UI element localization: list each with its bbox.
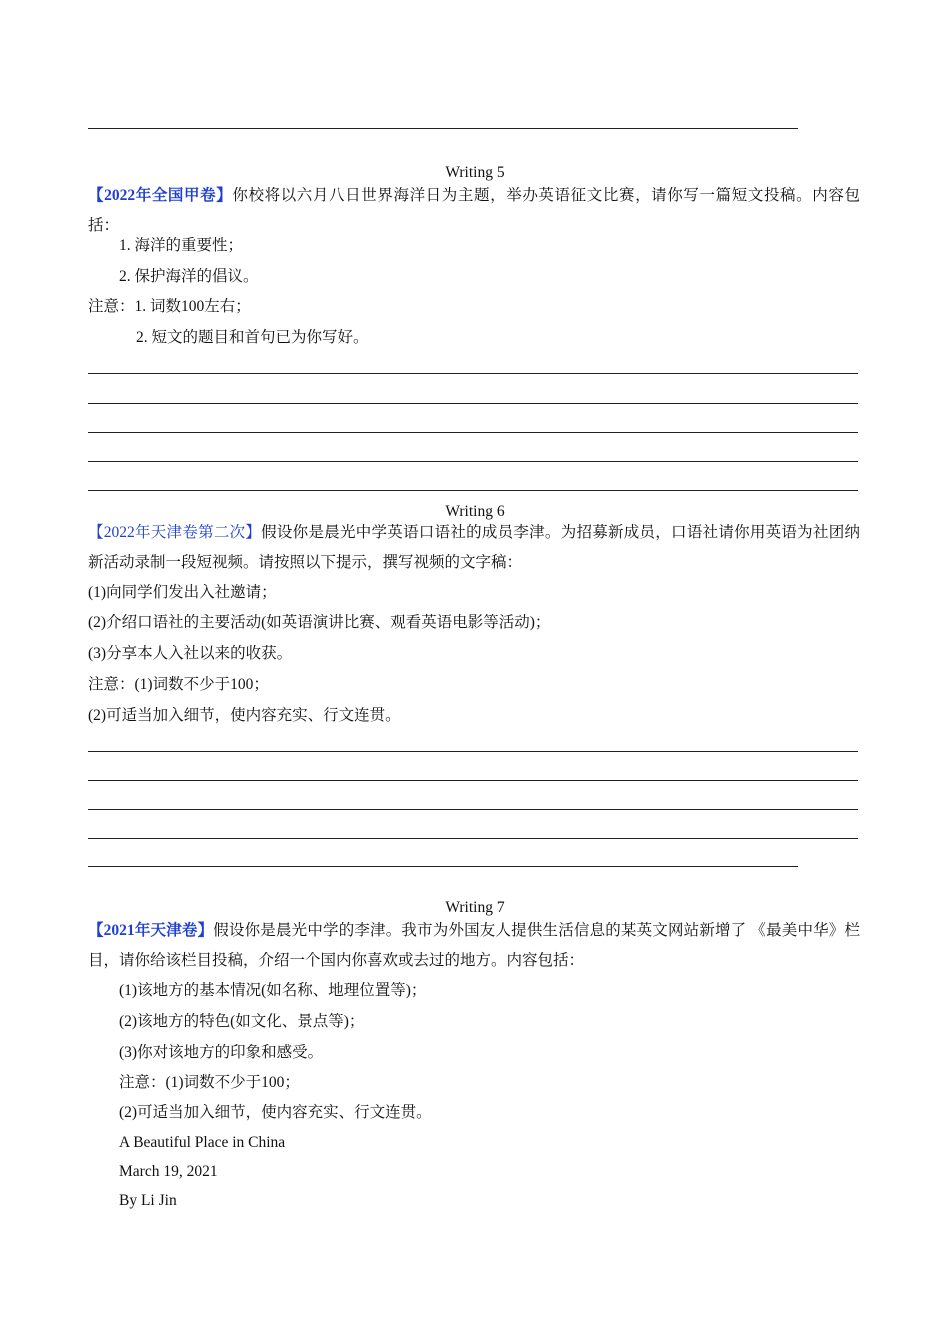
writing-7-title: Writing 7 xyxy=(445,899,505,916)
writing-6-item-2: (2)介绍口语社的主要活动(如英语演讲比赛、观看英语电影等活动)； xyxy=(88,614,551,631)
writing-7-prompt xyxy=(88,916,860,976)
writing-7-source: 【2021年天津卷】 xyxy=(88,922,214,939)
answer-line xyxy=(88,128,798,129)
answer-line xyxy=(88,866,798,867)
writing-6-prompt xyxy=(88,518,860,578)
writing-5-prompt-text: 你校将以六月八日世界海洋日为主题，举办英语征文比赛，请你写一篇短文投稿。内容包括： xyxy=(88,187,860,234)
answer-line xyxy=(88,432,858,433)
writing-6-source: 【2022年天津卷第二次】 xyxy=(88,524,262,541)
writing-5-source: 【2022年全国甲卷】 xyxy=(88,187,233,204)
writing-7-item-2: (2)该地方的特色(如文化、景点等)； xyxy=(119,1013,365,1030)
writing-6-item-1: (1)向同学们发出入社邀请； xyxy=(88,584,277,601)
writing-5-note-2: 2. 短文的题目和首句已为你写好。 xyxy=(136,329,369,346)
writing-7-item-3: (3)你对该地方的印象和感受。 xyxy=(119,1044,324,1061)
writing-6-title: Writing 6 xyxy=(445,503,505,520)
writing-6-prompt-text: 假设你是晨光中学英语口语社的成员李津。为招募新成员，口语社请你用英语为社团纳新活动录制一段短视频。请按照以下提示，撰写视频的文字稿： xyxy=(88,524,860,571)
answer-line xyxy=(88,373,858,374)
answer-line xyxy=(88,403,858,404)
writing-5-item-2: 2. 保护海洋的倡议。 xyxy=(119,268,259,285)
writing-5-note-1: 注意：1. 词数100左右； xyxy=(88,298,251,315)
answer-line xyxy=(88,809,858,810)
essay-date: March 19, 2021 xyxy=(119,1163,218,1180)
answer-line xyxy=(88,461,858,462)
answer-line xyxy=(88,780,858,781)
writing-6-item-3: (3)分享本人入社以来的收获。 xyxy=(88,645,293,662)
answer-line xyxy=(88,490,858,491)
writing-7-note-1: 注意：(1)词数不少于100； xyxy=(119,1074,300,1091)
writing-6-note-1: 注意：(1)词数不少于100； xyxy=(88,676,269,693)
writing-5-title: Writing 5 xyxy=(445,164,505,181)
essay-title: A Beautiful Place in China xyxy=(119,1134,286,1151)
answer-line xyxy=(88,751,858,752)
writing-6-note-2: (2)可适当加入细节，使内容充实、行文连贯。 xyxy=(88,707,401,724)
writing-7-note-2: (2)可适当加入细节，使内容充实、行文连贯。 xyxy=(119,1104,432,1121)
writing-7-prompt-text: 假设你是晨光中学的李津。我市为外国友人提供生活信息的某英文网站新增了 《最美中华》栏目，请你给该栏目投稿，介绍一个国内你喜欢或去过的地方。内容包括： xyxy=(88,922,860,969)
writing-5-prompt xyxy=(88,181,860,241)
writing-7-item-1: (1)该地方的基本情况(如名称、地理位置等)； xyxy=(119,982,427,999)
essay-byline: By Li Jin xyxy=(119,1192,177,1209)
writing-5-item-1: 1. 海洋的重要性； xyxy=(119,237,244,254)
answer-line xyxy=(88,838,858,839)
